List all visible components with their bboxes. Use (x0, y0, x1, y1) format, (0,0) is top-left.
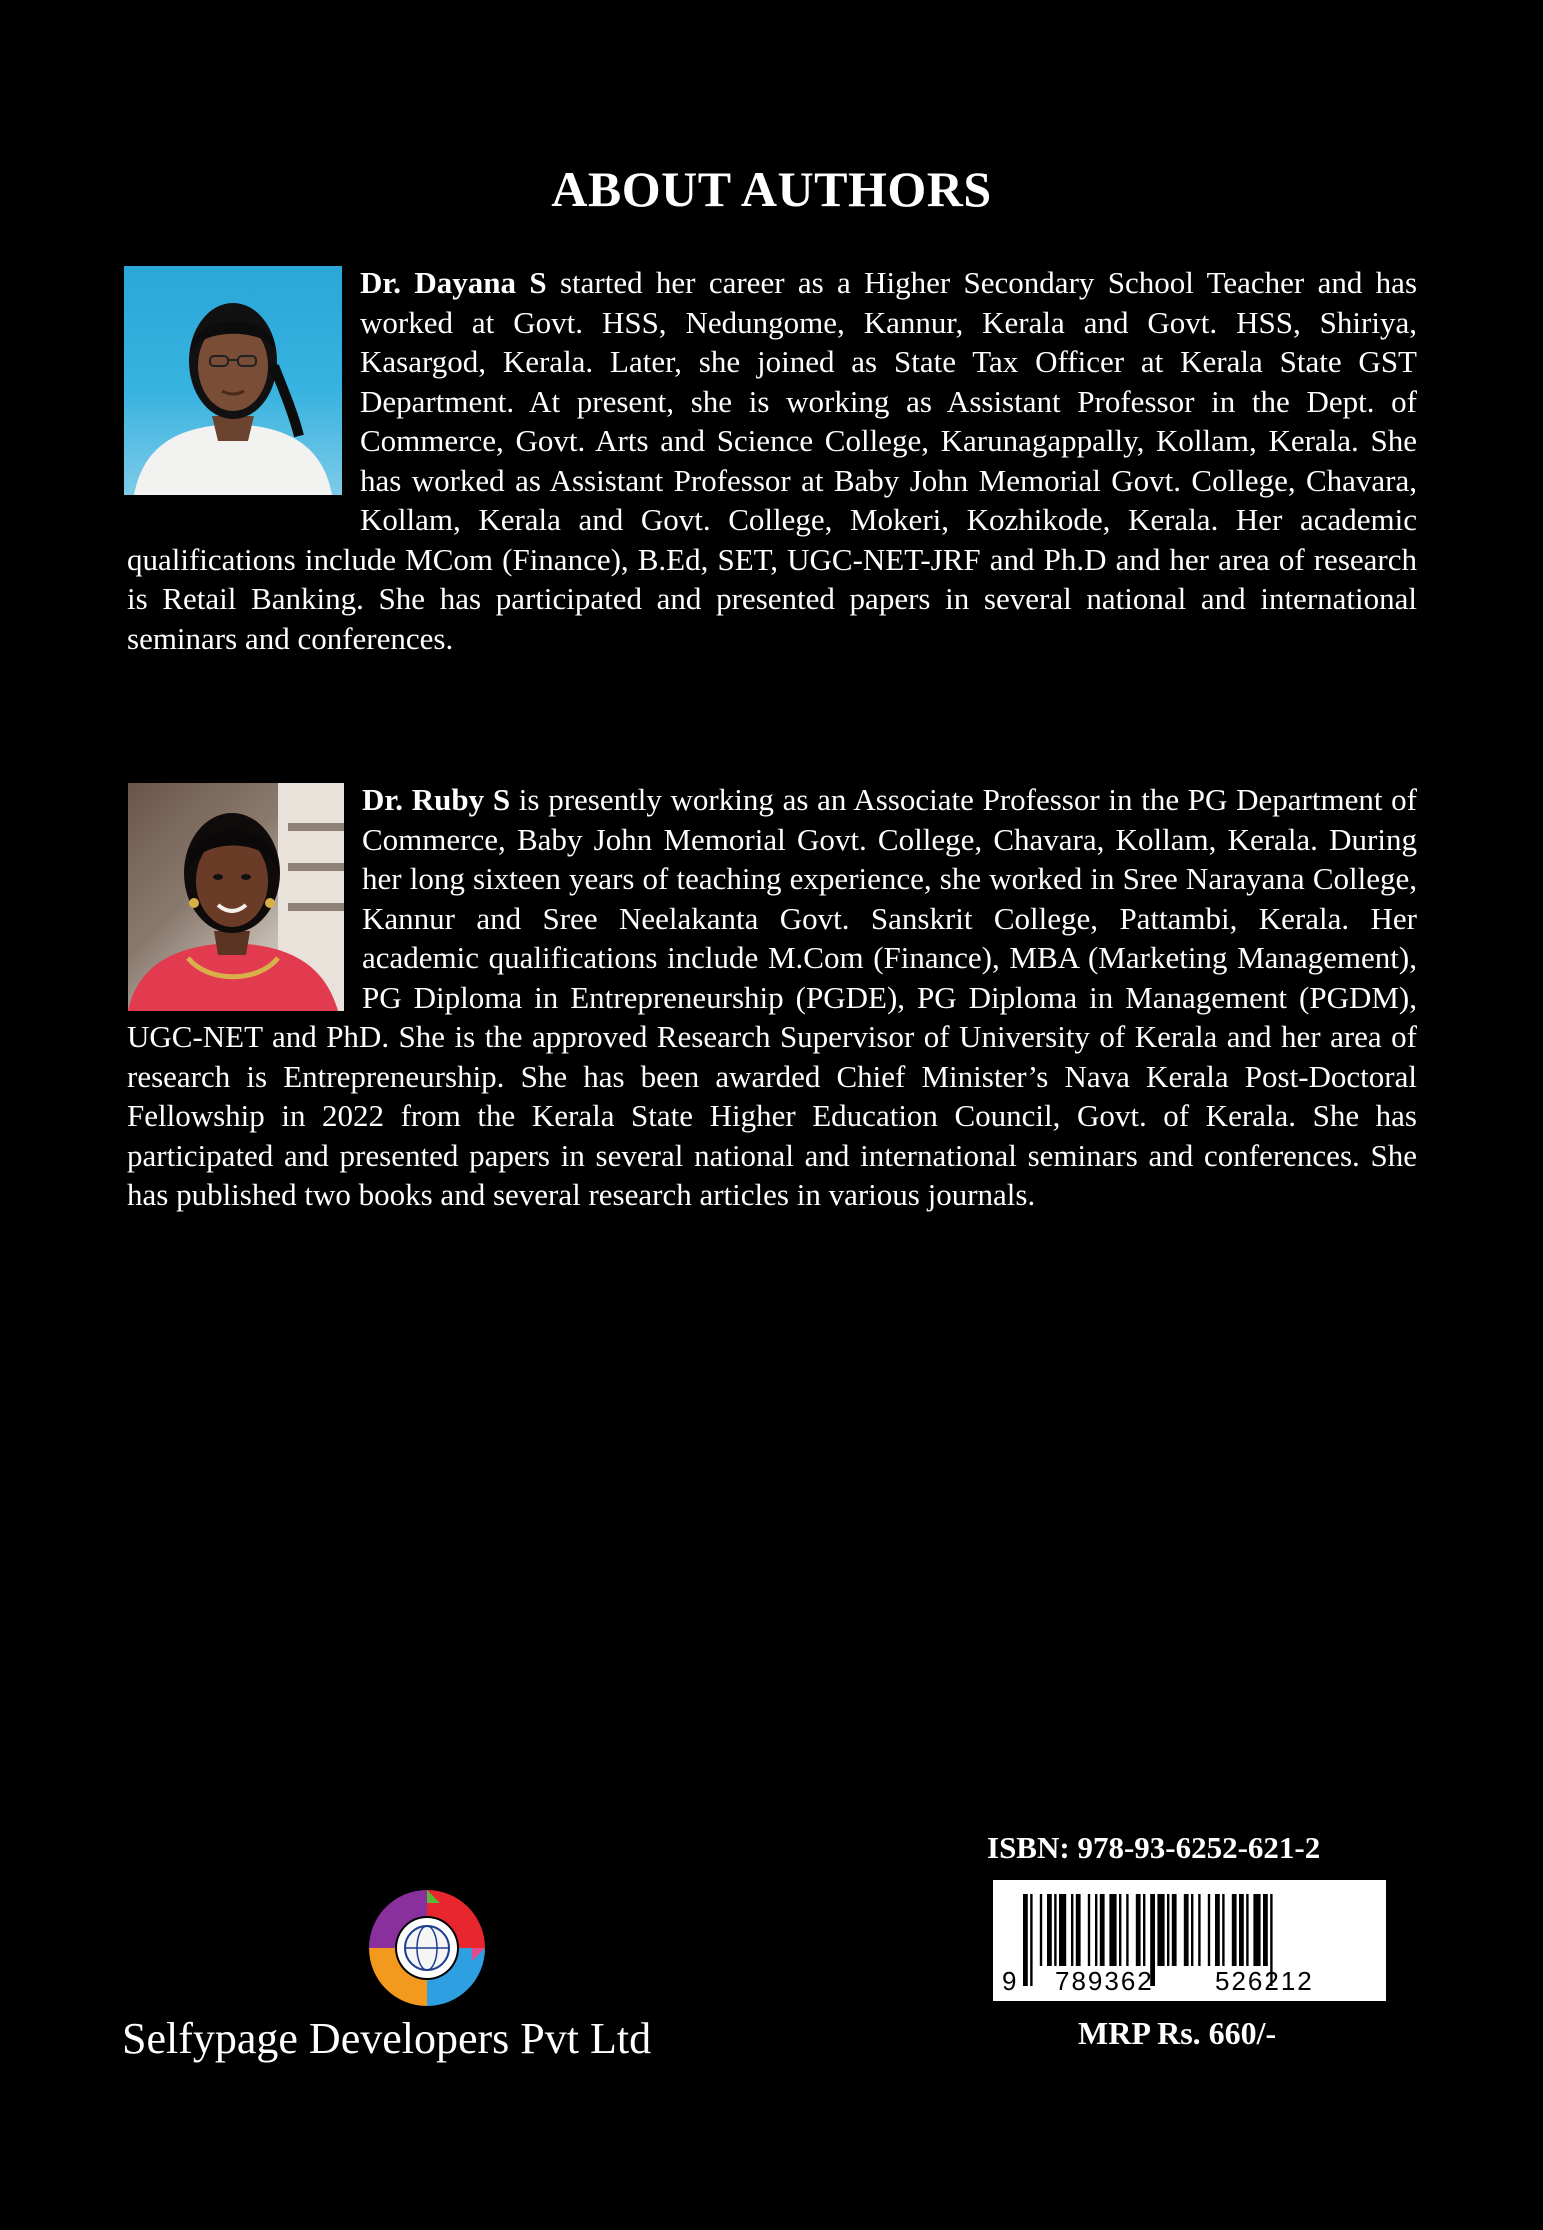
barcode-digits-left: 789362 (1055, 1966, 1154, 1996)
barcode-digit-lead: 9 (1002, 1966, 1019, 1996)
barcode (993, 1880, 1386, 2001)
publisher-logo (364, 1885, 490, 2011)
isbn-label: ISBN: 978-93-6252-621-2 (987, 1830, 1321, 1865)
publisher-name: Selfypage Developers Pvt Ltd (122, 2014, 652, 2063)
mrp-label: MRP Rs. 660/- (1078, 2015, 1277, 2051)
author-bio-ruby (127, 780, 1417, 1215)
page-title: ABOUT AUTHORS (551, 161, 992, 217)
author-name-ruby: Dr. Ruby S (362, 782, 511, 817)
author-photo-dayana (124, 266, 342, 495)
author-bio-text-ruby: is presently working as an Associate Professor in the PG Department of Commerce, Baby John Memorial Govt. College, Chavara, Kollam, Kerala. During her long sixteen years of teaching experience, she worked in Sree Narayana College, Kannur and Sree Neelakanta Govt. Sanskrit College, Pattambi, Kerala. Her academic qualifications include M.Com (Finance), MBA (Marketing Management), PG Diploma in Entrepreneurship (PGDE), PG Diploma in Management (PGDM), UGC-NET and PhD. She is the approved Research Supervisor of University of Kerala and her area of research is Entrepreneurship. She has been awarded Chief Minister’s Nava Kerala Post-Doctoral Fellowship in 2022 from the Kerala State Higher Education Council, Govt. of Kerala. She has participated and presented papers in several national and international seminars and conferences. She has published two books and several research articles in various journals. (127, 782, 1417, 1212)
author-bio-dayana (127, 263, 1417, 658)
author-bio-text-dayana: started her career as a Higher Secondary School Teacher and has worked at Govt. HSS, Nedungome, Kannur, Kerala and Govt. HSS, Shiriya, Kasargod, Kerala. Later, she joined as State Tax Officer at Kerala State GST Department. At present, she is working as Assistant Professor in the Dept. of Commerce, Govt. Arts and Science College, Karunagappally, Kollam, Kerala. She has worked as Assistant Professor at Baby John Memorial Govt. College, Chavara, Kollam, Kerala and Govt. College, Mokeri, Kozhikode, Kerala. Her academic qualifications include MCom (Finance), B.Ed, SET, UGC-NET-JRF and Ph.D and her area of research is Retail Banking. She has participated and presented papers in several national and international seminars and conferences. (127, 265, 1418, 656)
author-name-dayana: Dr. Dayana S (360, 265, 547, 300)
author-photo-ruby (128, 783, 344, 1011)
barcode-digits-right: 526212 (1215, 1966, 1314, 1996)
